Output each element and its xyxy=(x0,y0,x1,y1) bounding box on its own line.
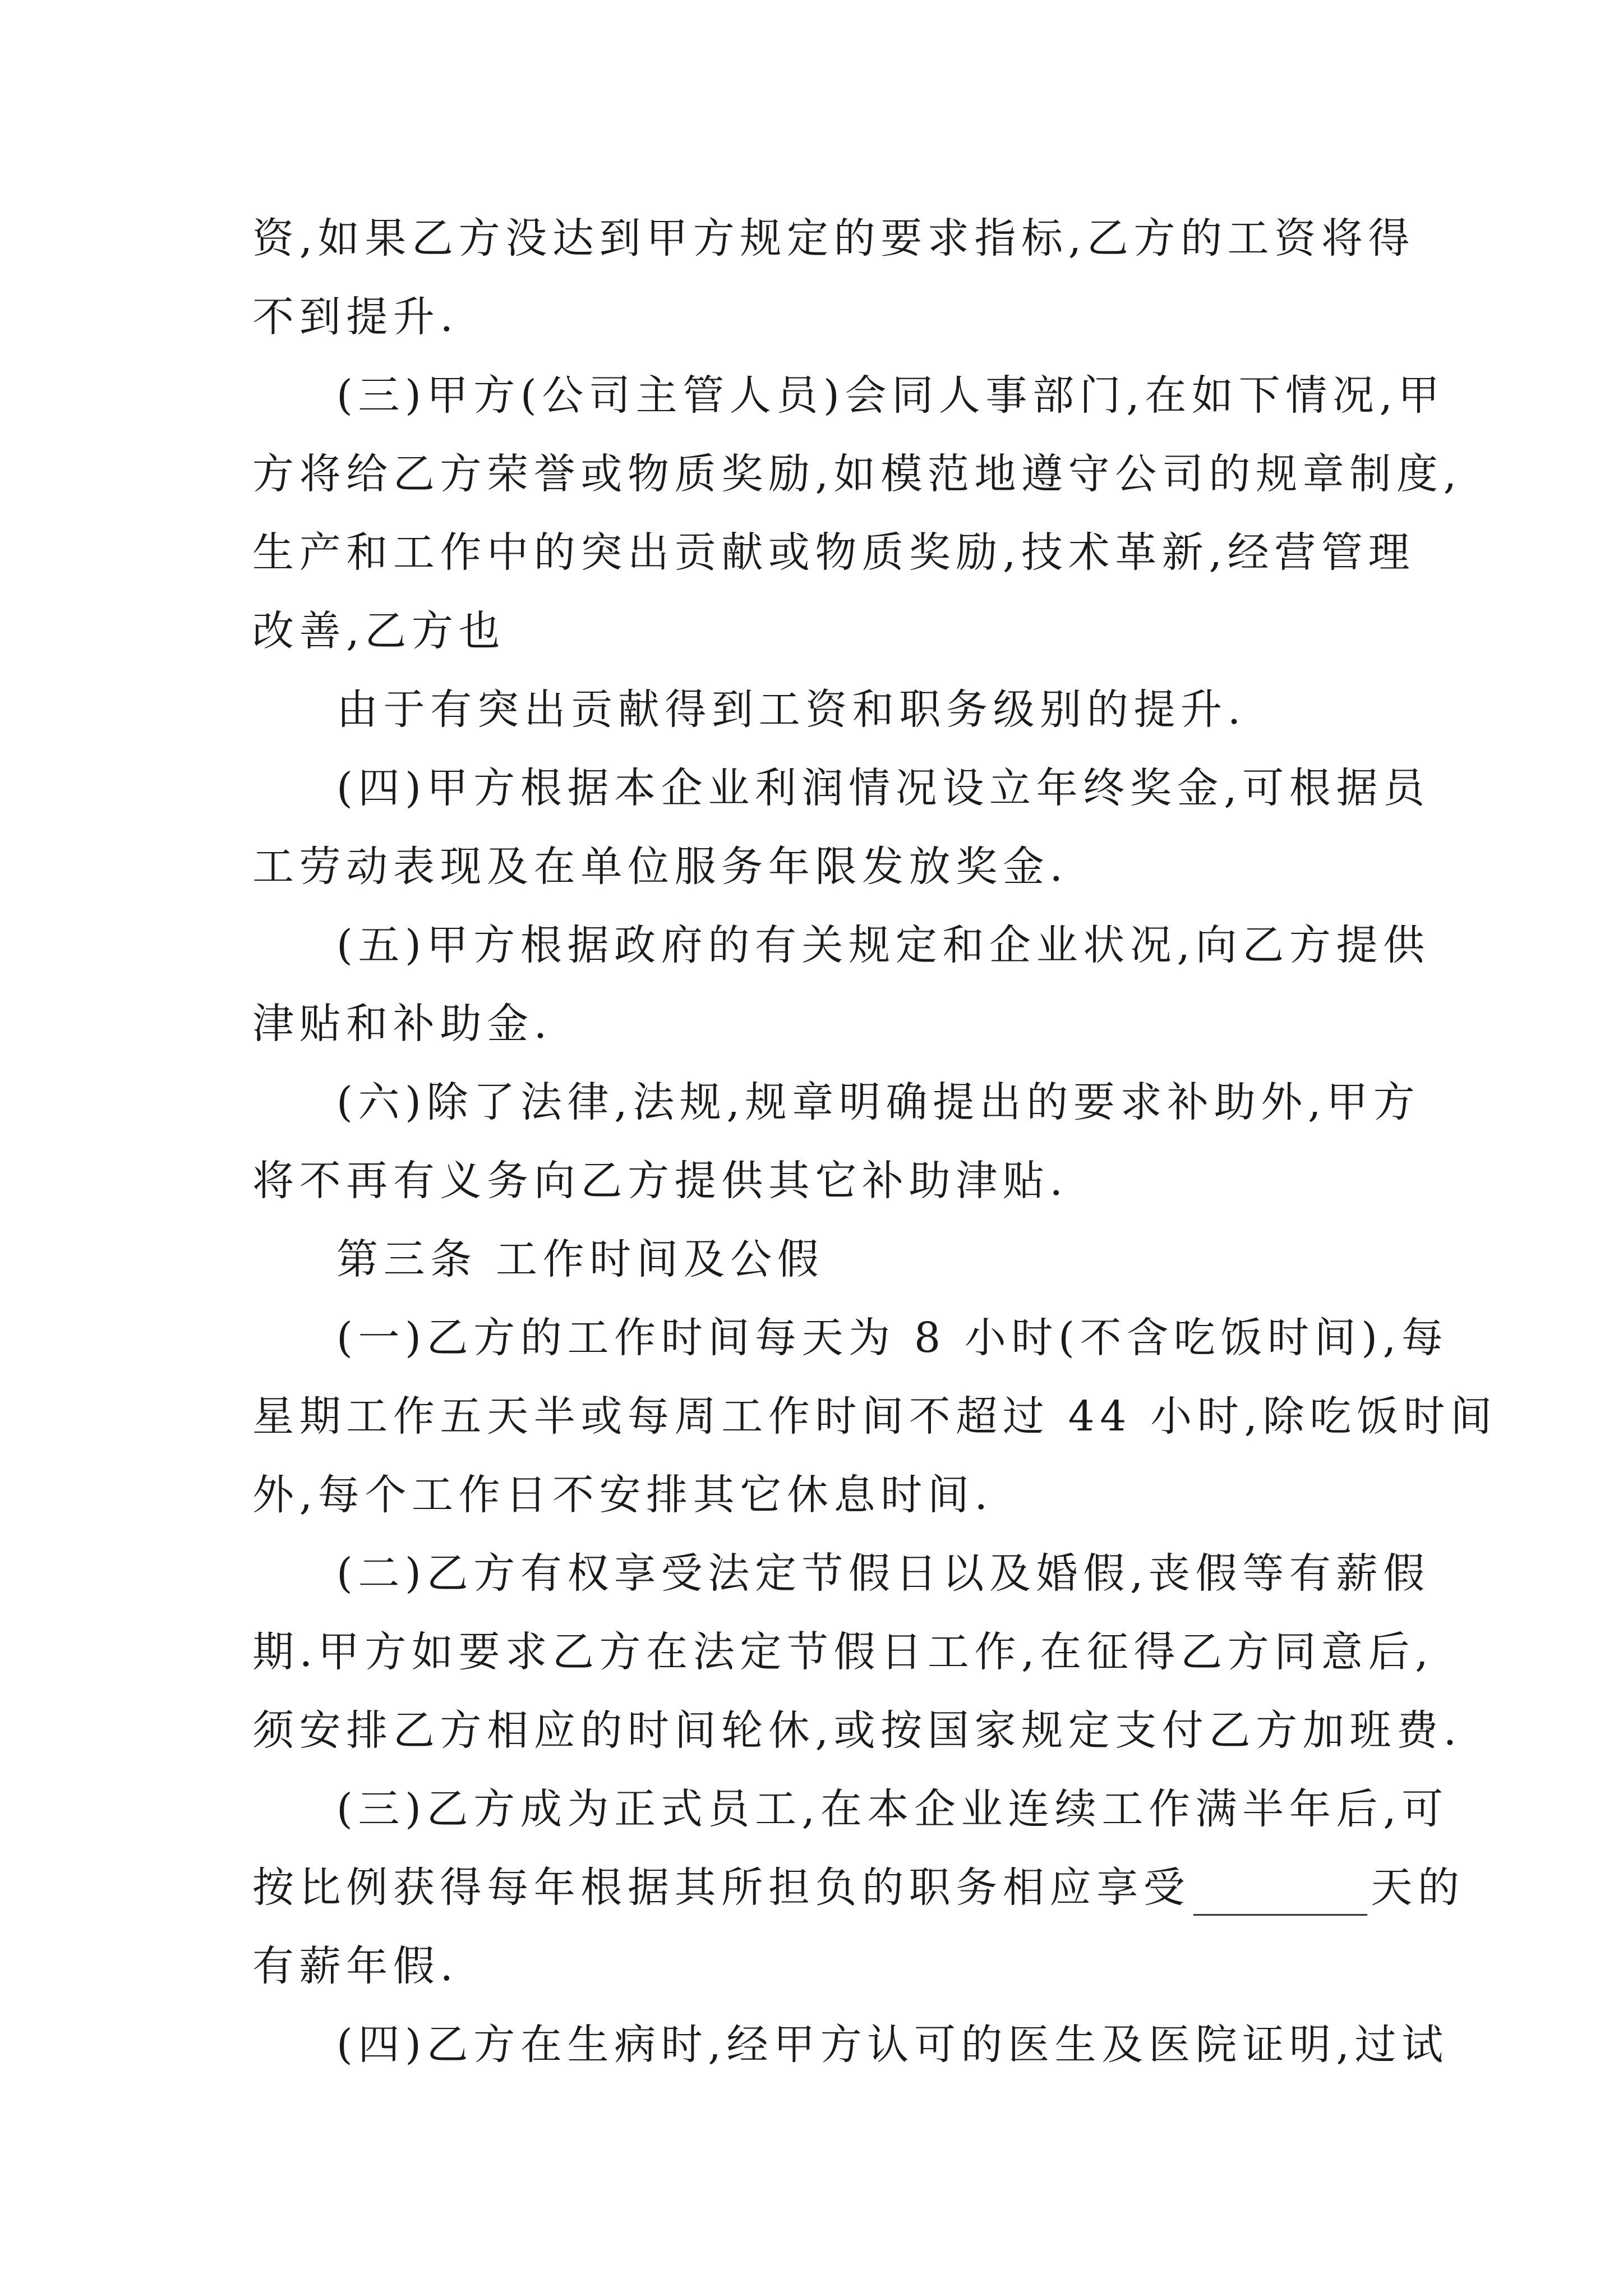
text-line: 星期工作五天半或每周工作时间不超过 44 小时,除吃饭时间 xyxy=(252,1392,1497,1441)
text-line: 由于有突出贡献得到工资和职务级别的提升. xyxy=(336,685,1246,734)
fill-in-blank xyxy=(1193,1875,1367,1916)
text-line: 生产和工作中的突出贡献或物质奖励,技术革新,经营管理 xyxy=(252,528,1415,577)
text-line: 资,如果乙方没达到甲方规定的要求指标,乙方的工资将得 xyxy=(252,214,1415,263)
text-line: 不到提升. xyxy=(252,293,459,341)
text-line: 津贴和补助金. xyxy=(252,1000,552,1048)
text-line: (三)甲方(公司主管人员)会同人事部门,在如下情况,甲 xyxy=(336,371,1445,420)
section-heading: 第三条 工作时间及公假 xyxy=(336,1235,824,1283)
text-line-with-blank xyxy=(252,1860,1465,1916)
text-line: 须安排乙方相应的时间轮休,或按国家规定支付乙方加班费. xyxy=(252,1706,1462,1755)
text-line: (四)乙方在生病时,经甲方认可的医生及医院证明,过试 xyxy=(336,2021,1449,2069)
text-line: (四)甲方根据本企业利润情况设立年终奖金,可根据员 xyxy=(336,764,1430,812)
text-line: (五)甲方根据政府的有关规定和企业状况,向乙方提供 xyxy=(336,921,1430,969)
text-line: (一)乙方的工作时间每天为 8 小时(不含吃饭时间),每 xyxy=(336,1314,1449,1362)
text-line: 外,每个工作日不安排其它休息时间. xyxy=(252,1471,993,1519)
text-line: 方将给乙方荣誉或物质奖励,如模范地遵守公司的规章制度, xyxy=(252,450,1462,498)
text-line: 期.甲方如要求乙方在法定节假日工作,在征得乙方同意后, xyxy=(252,1628,1434,1676)
text-line: (三)乙方成为正式员工,在本企业连续工作满半年后,可 xyxy=(336,1785,1449,1833)
text-line: 将不再有义务向乙方提供其它补助津贴. xyxy=(252,1157,1068,1205)
text-line: (二)乙方有权享受法定节假日以及婚假,丧假等有薪假 xyxy=(336,1549,1430,1598)
text-line: 有薪年假. xyxy=(252,1942,459,1990)
text-line: 改善,乙方也 xyxy=(252,607,506,655)
text-line: 工劳动表现及在单位服务年限发放奖金. xyxy=(252,843,1068,891)
text-segment: 天的 xyxy=(1371,1864,1465,1912)
text-line: (六)除了法律,法规,规章明确提出的要求补助外,甲方 xyxy=(336,1078,1421,1126)
text-segment: 按比例获得每年根据其所担负的职务相应享受 xyxy=(252,1864,1191,1912)
